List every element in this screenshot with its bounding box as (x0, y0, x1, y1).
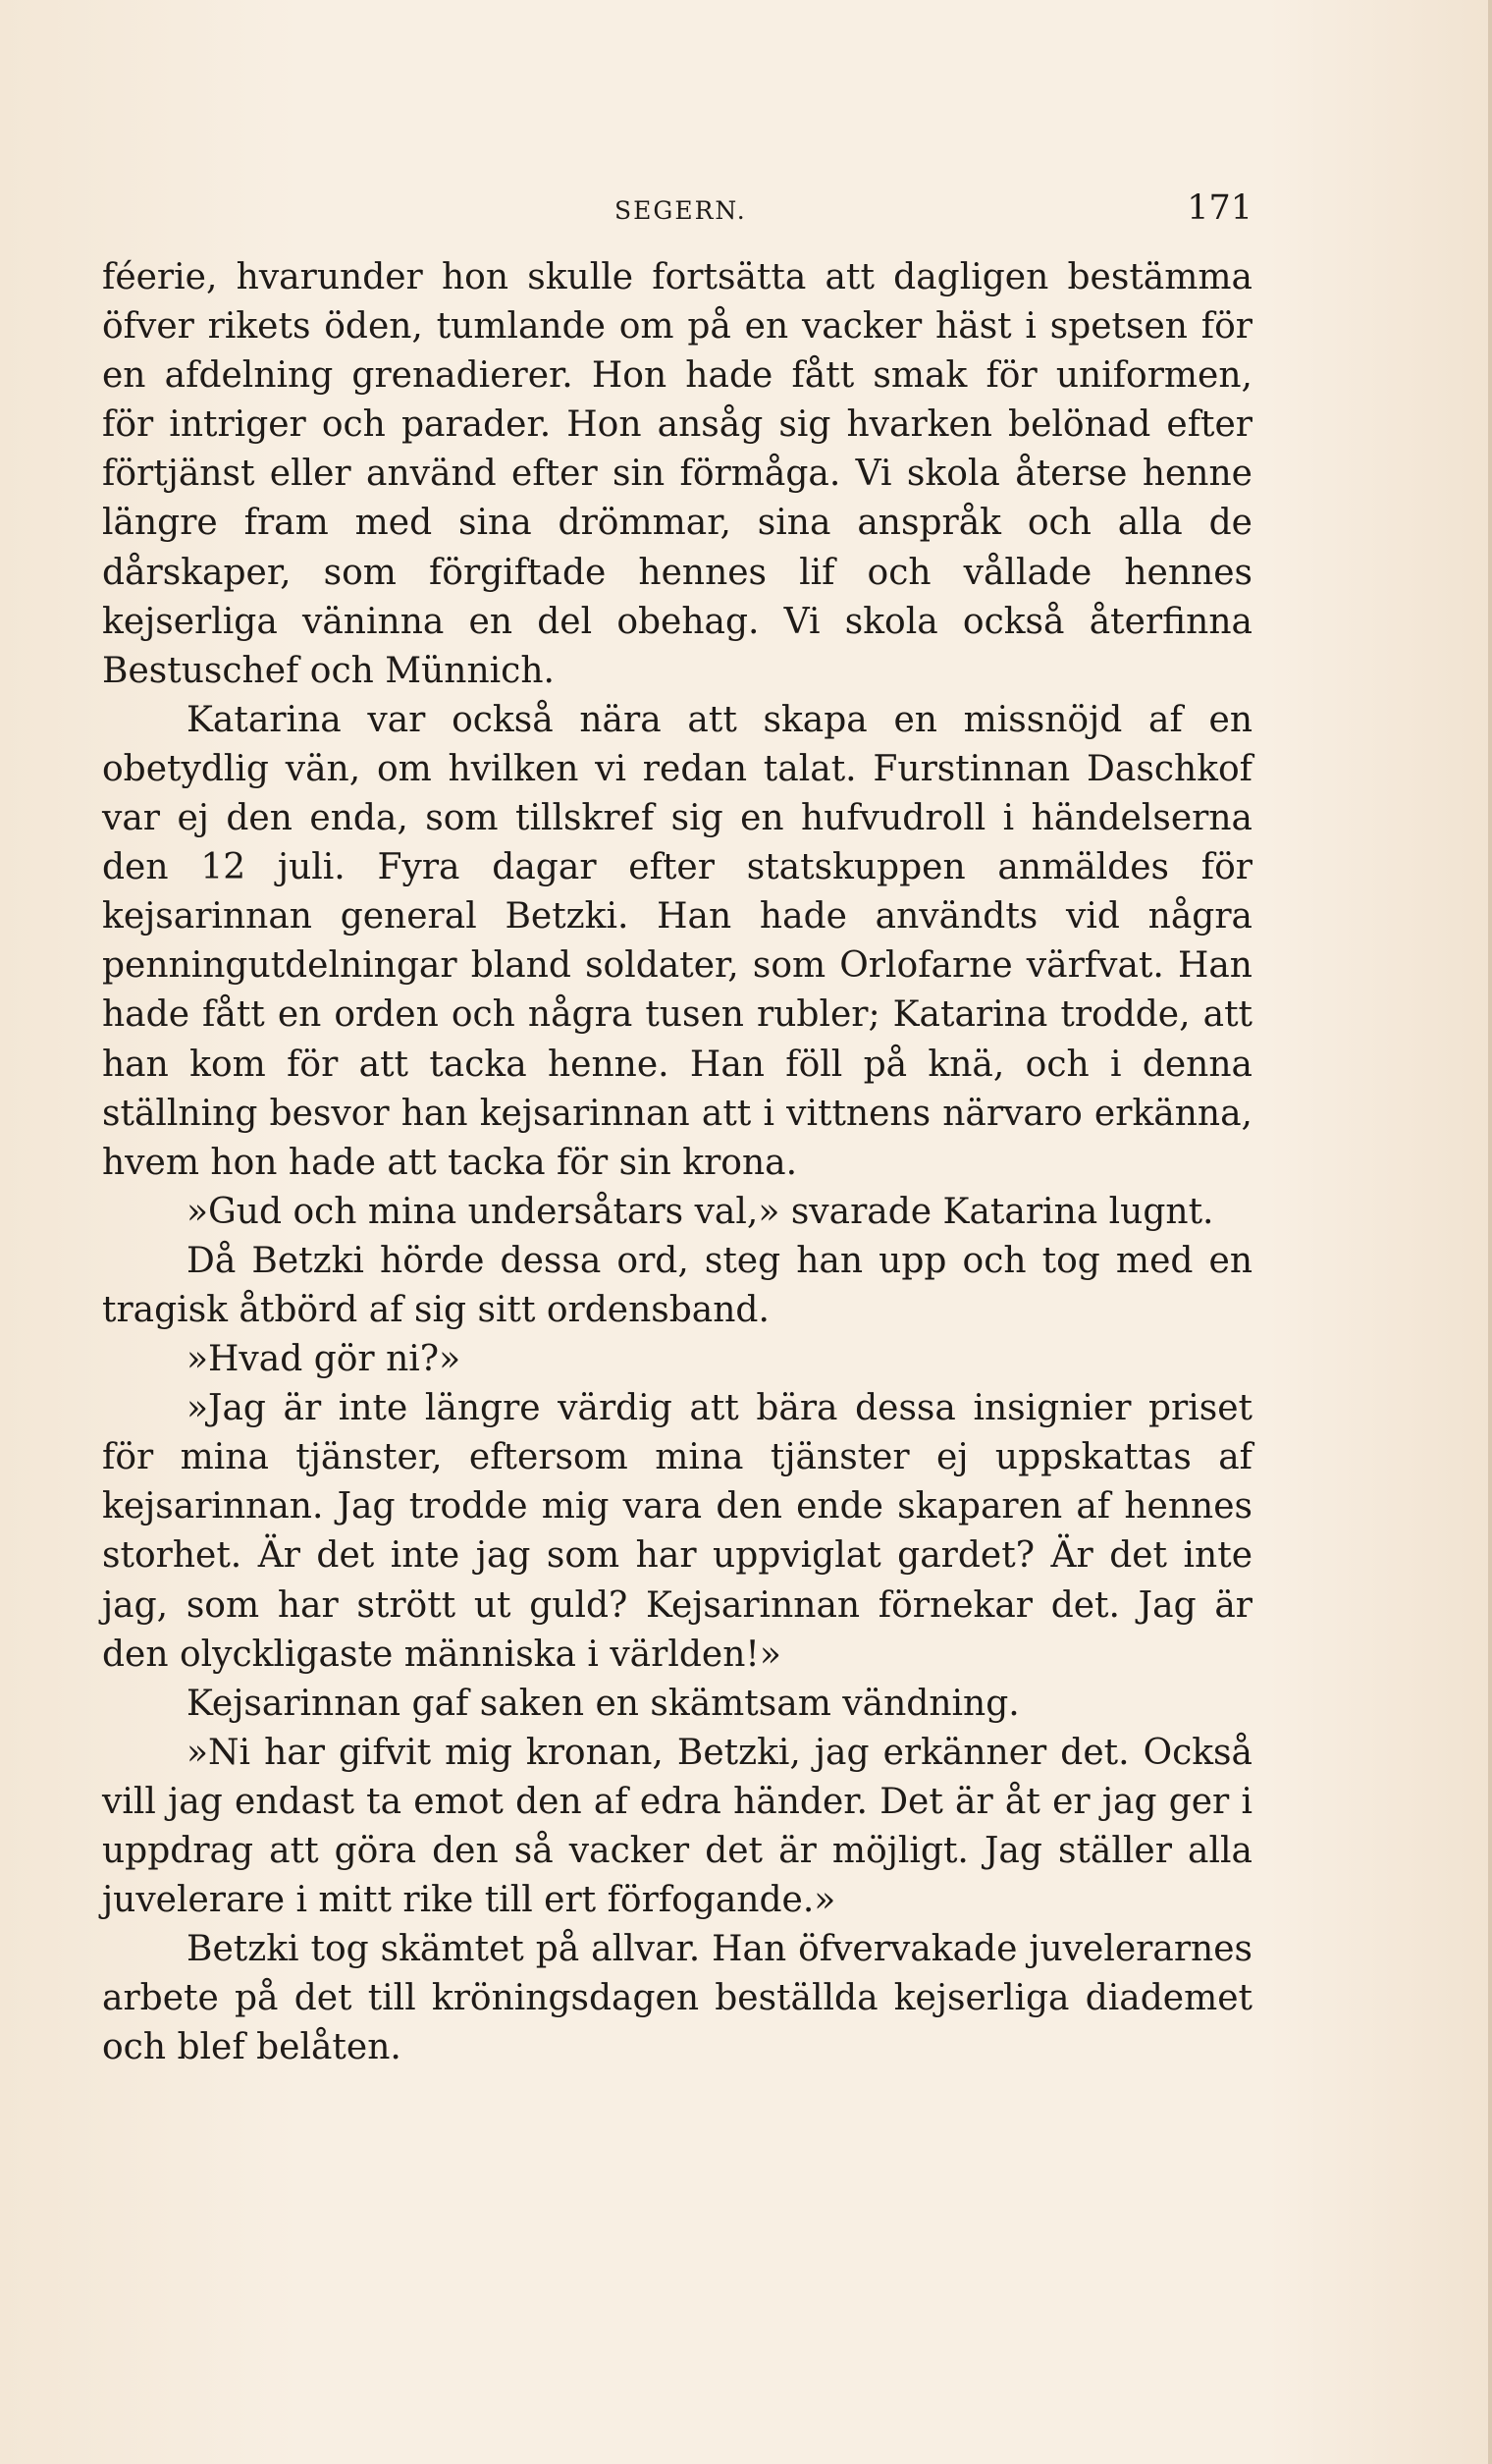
paragraph: féerie, hvarunder hon skulle fortsätta att dagligen bestämma öfver rikets öden, tumlande om på en vacker häst i spetsen för en afdelning grenadierer. Hon hade fått smak för uniformen, för intriger och parader. Hon ansåg sig hvarken belönad efter förtjänst eller använd efter sin förmåga. Vi skola återse henne längre fram med sina drömmar, sina anspråk och alla de dårskaper, som förgiftade hennes lif och vållade hennes kejserliga väninna en del obehag. Vi skola också återfinna Bestuschef och Münnich. (102, 257, 1252, 691)
body-text (102, 253, 1252, 2072)
page-header (102, 185, 1252, 234)
page-number: 171 (1187, 188, 1252, 228)
paragraph: Då Betzki hörde dessa ord, steg han upp och tog med en tragisk åtbörd af sig sitt ordensband. (102, 1240, 1252, 1330)
paragraph: Betzki tog skämtet på allvar. Han öfvervakade juvelerarnes arbete på det till kröningsdagen beställda kejserliga diademet och blef belåten. (102, 1929, 1252, 2068)
page-edge (1488, 0, 1492, 2464)
paragraph: Kejsarinnan gaf saken en skämtsam vändning. (186, 1683, 1020, 1724)
paragraph: »Jag är inte längre värdig att bära dessa insignier priset för mina tjänster, eftersom mina tjänster ej uppskattas af kejsarinnan. Jag trodde mig vara den ende skaparen af hennes storhet. Är det inte jag som har uppviglat gardet? Är det inte jag, som har strött ut guld? Kejsarinnan förnekar det. Jag är den olyckligaste människa i världen!» (102, 1388, 1252, 1675)
running-head: SEGERN. (614, 196, 747, 225)
paragraph: »Ni har gifvit mig kronan, Betzki, jag erkänner det. Också vill jag endast ta emot den af edra händer. Det är åt er jag ger i uppdrag att göra den så vacker det är möjligt. Jag ställer alla juvelerare i mitt rike till ert förfogande.» (102, 1732, 1252, 1921)
paragraph: »Gud och mina undersåtars val,» svarade Katarina lugnt. (186, 1191, 1214, 1232)
paragraph: »Hvad gör ni?» (186, 1339, 461, 1380)
paragraph: Katarina var också nära att skapa en missnöjd af en obetydlig vän, om hvilken vi redan talat. Furstinnan Daschkof var ej den enda, som tillskref sig en hufvudroll i händelserna den 12 juli. Fyra dagar efter statskuppen anmäldes för kejsarinnan general Betzki. Han hade användts vid några penningutdelningar bland soldater, som Orlofarne värfvat. Han hade fått en orden och några tusen rubler; Katarina trodde, att han kom för att tacka henne. Han föll på knä, och i denna ställning besvor han kejsarinnan att i vittnens närvaro erkänna, hvem hon hade att tacka för sin krona. (102, 699, 1252, 1183)
